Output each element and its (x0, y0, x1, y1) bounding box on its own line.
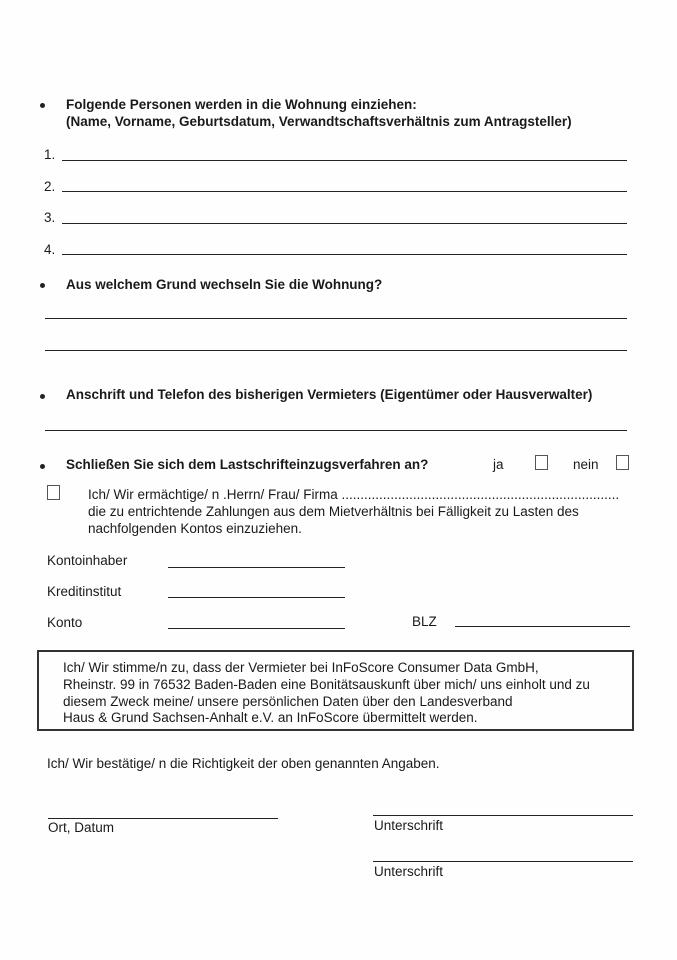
yes-checkbox[interactable] (535, 455, 548, 470)
consent-line: Haus & Grund Sachsen-Anhalt e.V. an InFoScore übermittelt werden. (63, 710, 478, 725)
yes-label: ja (493, 457, 504, 472)
account-holder-label: Kontoinhaber (47, 553, 128, 568)
signature-label: Unterschrift (374, 864, 444, 879)
confirmation-text: Ich/ Wir bestätige/ n die Richtigkeit der oben genannten Angaben. (47, 756, 440, 771)
authorization-line: Ich/ Wir ermächtige/ n .Herrn/ Frau/ Firma .......................................................................... (88, 487, 620, 502)
reason-field-1[interactable] (45, 318, 627, 319)
landlord-field[interactable] (45, 430, 627, 431)
reason-field-2[interactable] (45, 350, 627, 351)
no-label: nein (573, 457, 599, 472)
signature-field-2[interactable] (373, 861, 633, 862)
bullet-icon (40, 464, 45, 469)
place-date-label: Ort, Datum (48, 820, 115, 835)
person-3-field[interactable] (62, 223, 627, 224)
signature-label: Unterschrift (374, 818, 444, 833)
blz-field[interactable] (455, 626, 630, 627)
no-checkbox[interactable] (616, 455, 629, 470)
consent-line: diesem Zweck meine/ unsere persönlichen Daten über den Landesverband (63, 694, 513, 709)
authorization-checkbox[interactable] (47, 485, 60, 500)
account-label: Konto (47, 615, 83, 630)
person-number: 2. (44, 179, 56, 194)
reason-heading: Aus welchem Grund wechseln Sie die Wohnung? (66, 277, 383, 292)
landlord-heading: Anschrift und Telefon des bisherigen Vermieters (Eigentümer oder Hausverwalter) (66, 387, 593, 402)
bank-label: Kreditinstitut (47, 584, 122, 599)
persons-subheading: (Name, Vorname, Geburtsdatum, Verwandtschaftsverhältnis zum Antragsteller) (66, 114, 572, 129)
debit-heading: Schließen Sie sich dem Lastschrifteinzugsverfahren an? (66, 457, 429, 472)
blz-label: BLZ (412, 614, 437, 629)
place-date-field[interactable] (48, 818, 278, 819)
consent-line: Ich/ Wir stimme/n zu, dass der Vermieter bei InFoScore Consumer Data GmbH, (63, 660, 539, 675)
authorization-line: nachfolgenden Kontos einzuziehen. (88, 521, 302, 536)
bullet-icon (40, 103, 45, 108)
authorization-line: die zu entrichtende Zahlungen aus dem Mietverhältnis bei Fälligkeit zu Lasten des (88, 504, 579, 519)
bank-field[interactable] (168, 597, 345, 598)
account-holder-field[interactable] (168, 567, 345, 568)
bullet-icon (40, 394, 45, 399)
person-number: 4. (44, 242, 56, 257)
bullet-icon (40, 283, 45, 288)
persons-heading: Folgende Personen werden in die Wohnung einziehen: (66, 97, 417, 112)
signature-field-1[interactable] (373, 815, 633, 816)
consent-box (37, 650, 634, 731)
person-4-field[interactable] (62, 254, 627, 255)
person-2-field[interactable] (62, 191, 627, 192)
account-field[interactable] (168, 628, 345, 629)
consent-line: Rheinstr. 99 in 76532 Baden-Baden eine Bonitätsauskunft über mich/ uns einholt und zu (63, 677, 590, 692)
person-1-field[interactable] (62, 160, 627, 161)
person-number: 1. (44, 147, 56, 162)
person-number: 3. (44, 210, 56, 225)
